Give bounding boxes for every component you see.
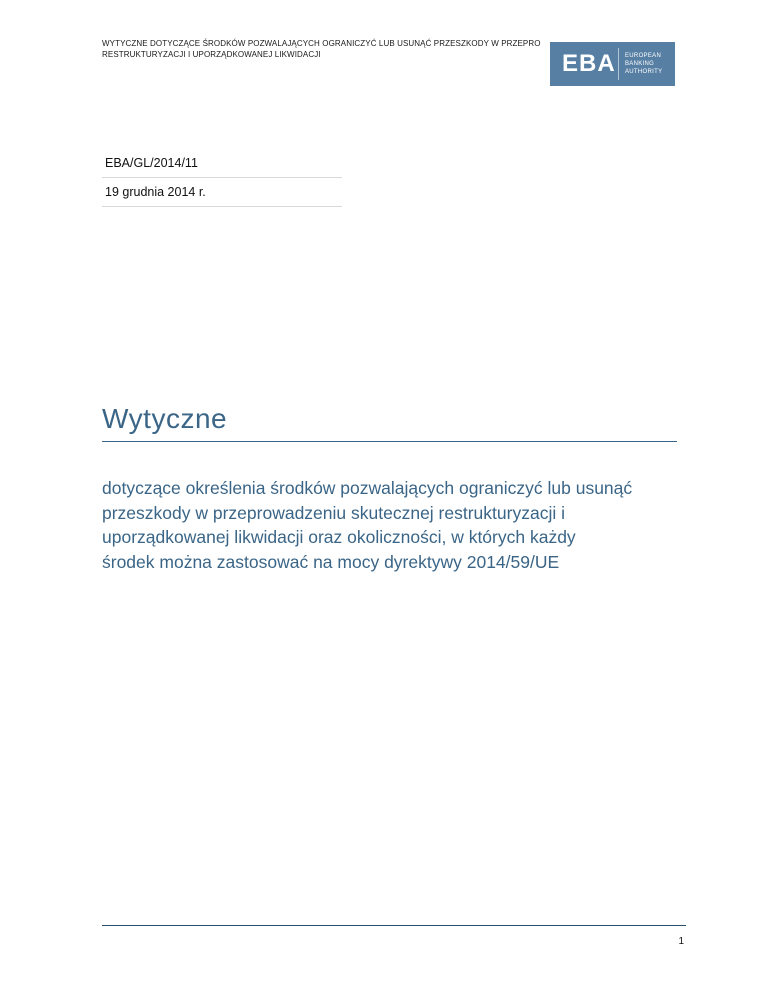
eba-logo-divider (618, 48, 619, 80)
subtitle-line-2: przeszkody w przeprowadzeniu skutecznej restrukturyzacji i (102, 502, 565, 523)
footer-rule (102, 925, 686, 926)
subtitle-line-1: dotyczące określenia środków pozwalających ograniczyć lub usunąć (102, 478, 633, 498)
page-number: 1 (678, 936, 684, 947)
document-number: EBA/GL/2014/11 (102, 152, 342, 178)
document-date: 19 grudnia 2014 r. (102, 178, 342, 207)
eba-logo-mark: EBA (562, 50, 616, 77)
subtitle-line-3: uporządkowanej likwidacji oraz okoliczności, w których każdy (102, 527, 576, 547)
eba-logo-word-2: BANKING (625, 61, 655, 67)
document-title: Wytyczne (102, 403, 677, 442)
document-subtitle (102, 476, 682, 574)
eba-logo (550, 42, 675, 86)
eba-logo-word-3: AUTHORITY (625, 69, 663, 75)
reference-block (102, 152, 342, 207)
eba-logo-word-1: EUROPEAN (625, 53, 662, 59)
running-header (102, 38, 562, 60)
eba-logo-wordmark (625, 52, 662, 76)
running-header-line-1: WYTYCZNE DOTYCZĄCE ŚRODKÓW POZWALAJĄCYCH OGRANICZYĆ LUB USUNĄĆ PRZESZKODY W PRZEPRO (102, 39, 541, 48)
subtitle-line-4: środek można zastosować na mocy dyrektywy 2014/59/UE (102, 551, 560, 572)
running-header-line-2: RESTRUKTURYZACJI I UPORZĄDKOWANEJ LIKWIDACJI (102, 50, 321, 59)
